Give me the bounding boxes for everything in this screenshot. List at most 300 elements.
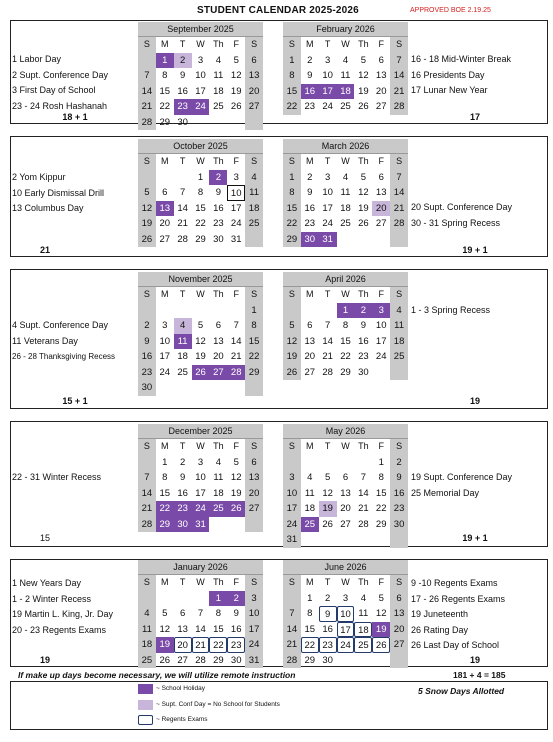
day-cell: 17	[245, 622, 263, 638]
weekday-header: W	[196, 39, 205, 49]
day-cell: 21	[390, 201, 408, 217]
day-cell: 25	[245, 216, 263, 232]
day-cell: 22	[375, 503, 387, 514]
day-cell: 1	[378, 456, 384, 468]
day-cell: 25	[340, 218, 351, 229]
weekday-header: M	[161, 39, 169, 49]
day-cell: 24	[283, 517, 301, 533]
day-cell: 23	[358, 351, 369, 362]
note: 20 - 23 Regents Exams	[12, 624, 107, 635]
weekday-header: S	[283, 439, 301, 455]
weekday-header: S	[283, 37, 301, 53]
weekday-header: T	[179, 441, 186, 451]
note: 26 Rating Day	[411, 624, 469, 635]
weekday-header: W	[341, 156, 350, 166]
day-cell: 18	[354, 622, 372, 638]
day-cell: 1	[245, 303, 263, 319]
day-cell: 4	[342, 54, 349, 66]
day-cell: 5	[233, 54, 239, 66]
day-cell: 27	[245, 99, 263, 115]
day-cell: 5	[360, 54, 366, 66]
day-cell: 5	[138, 185, 156, 201]
empty-cell	[192, 115, 210, 131]
day-cell: 14	[230, 335, 242, 347]
day-cell: 8	[283, 68, 301, 84]
day-cell: 10	[195, 70, 206, 81]
day-cell: 2	[354, 303, 372, 319]
legend-holiday: ~ School Holiday	[156, 685, 205, 692]
weekday-header: Th	[358, 289, 369, 299]
day-cell: 30	[301, 232, 319, 248]
weekday-header: S	[245, 37, 263, 53]
day-cell: 30	[322, 654, 333, 666]
weekday-header: F	[378, 39, 384, 49]
empty-cell	[390, 532, 408, 548]
weekday-header: S	[245, 439, 263, 455]
day-cell: 20	[390, 622, 408, 638]
month-title: November 2025	[138, 272, 263, 287]
day-cell: 4	[390, 303, 408, 319]
weekday-header: S	[138, 439, 156, 455]
day-cell: 24	[337, 637, 355, 653]
empty-cell	[301, 455, 319, 471]
day-cell: 11	[340, 70, 351, 81]
day-cell: 27	[177, 654, 188, 666]
day-cell: 20	[245, 84, 263, 100]
day-cell: 30	[177, 116, 188, 128]
day-cell: 29	[283, 232, 301, 248]
snow-days: 5 Snow Days Allotted	[418, 686, 505, 696]
weekday-header: T	[179, 289, 186, 299]
day-cell: 23	[319, 637, 337, 653]
day-cell: 30	[213, 233, 224, 245]
day-cell: 18	[177, 351, 188, 362]
empty-cell	[283, 303, 301, 319]
day-cell: 13	[340, 487, 351, 499]
weekday-header: S	[390, 37, 408, 53]
day-cell: 16	[230, 623, 242, 635]
total-january: 19	[39, 655, 50, 665]
empty-cell	[227, 380, 245, 396]
day-cell: 23	[213, 218, 224, 229]
weekday-header: S	[245, 287, 263, 303]
empty-cell	[156, 170, 174, 186]
day-cell: 12	[322, 487, 333, 499]
day-cell: 17	[195, 487, 206, 499]
day-cell: 1	[162, 456, 168, 468]
day-cell: 28	[227, 365, 245, 381]
day-cell: 3	[197, 54, 204, 66]
weekday-header: W	[341, 289, 350, 299]
day-cell: 21	[230, 351, 242, 362]
day-cell: 5	[233, 456, 239, 468]
month-title: December 2025	[138, 424, 263, 439]
empty-cell	[138, 170, 156, 186]
day-cell: 26	[358, 218, 369, 229]
day-cell: 25	[177, 366, 188, 378]
day-cell: 24	[322, 101, 333, 112]
month-june-2026	[283, 560, 408, 668]
empty-cell	[354, 653, 372, 669]
makeup-note: If make up days become necessary, we will utilize remote instruction	[18, 670, 296, 680]
empty-cell	[138, 53, 156, 69]
day-cell: 16	[390, 486, 408, 502]
day-cell: 7	[233, 320, 239, 331]
day-cell: 11	[213, 472, 224, 483]
weekday-header: M	[306, 289, 314, 299]
day-cell: 27	[375, 101, 387, 112]
day-cell: 27	[209, 365, 227, 381]
weekday-header: T	[324, 441, 331, 451]
day-cell: 29	[159, 116, 171, 128]
day-cell: 16	[304, 202, 316, 214]
day-cell: 29	[340, 366, 351, 378]
weekday-header: W	[341, 39, 350, 49]
day-cell: 7	[138, 68, 156, 84]
weekday-header: Th	[358, 39, 369, 49]
day-cell: 2	[174, 53, 192, 69]
note: 11 Veterans Day	[12, 335, 78, 346]
row-separator	[10, 123, 548, 137]
day-cell: 10	[159, 335, 171, 347]
day-cell: 22	[340, 351, 351, 362]
day-cell: 3	[324, 54, 331, 66]
day-cell: 11	[358, 608, 369, 619]
note: 16 Presidents Day	[411, 69, 485, 80]
day-cell: 21	[390, 84, 408, 100]
empty-cell	[209, 115, 227, 131]
day-cell: 7	[324, 320, 331, 331]
weekday-header: W	[196, 156, 205, 166]
day-cell: 13	[375, 70, 387, 81]
weekday-header: Th	[213, 577, 224, 587]
day-cell: 17	[283, 501, 301, 517]
day-cell: 23	[174, 99, 192, 115]
day-cell: 14	[322, 335, 333, 347]
empty-cell	[209, 303, 227, 319]
note: 17 - 26 Regents Exams	[411, 593, 506, 604]
note: 10 Early Dismissal Drill	[12, 187, 105, 198]
day-cell: 4	[342, 171, 349, 183]
empty-cell	[337, 653, 355, 669]
day-cell: 15	[195, 202, 206, 214]
empty-cell	[245, 380, 263, 396]
day-cell: 2	[307, 54, 313, 66]
empty-cell	[390, 653, 408, 669]
empty-cell	[138, 303, 156, 319]
day-cell: 17	[230, 202, 242, 214]
note: 1 - 2 Winter Recess	[12, 593, 92, 604]
day-cell: 6	[378, 171, 384, 183]
month-september-2025	[138, 22, 263, 130]
day-cell: 21	[138, 501, 156, 517]
notes-october	[12, 170, 104, 217]
weekday-header: M	[306, 39, 314, 49]
weekday-header: T	[324, 577, 331, 587]
note: 4 Supt. Conference Day	[12, 320, 109, 330]
weekday-header: T	[179, 577, 186, 587]
note: 25 Memorial Day	[411, 487, 480, 498]
weekday-header: T	[179, 39, 186, 49]
day-cell: 20	[245, 486, 263, 502]
day-cell: 14	[138, 486, 156, 502]
day-cell: 12	[283, 334, 301, 350]
day-cell: 24	[230, 218, 242, 229]
weekday-header: F	[378, 289, 384, 299]
note: 26 - 28 Thanksgiving Recess	[12, 352, 116, 361]
day-cell: 20	[159, 218, 171, 229]
empty-cell	[192, 380, 210, 396]
day-cell: 6	[378, 54, 384, 66]
day-cell: 17	[159, 351, 171, 362]
month-title: April 2026	[283, 272, 408, 287]
month-title: January 2026	[138, 560, 263, 575]
day-cell: 13	[156, 201, 174, 217]
weekday-header: T	[324, 156, 331, 166]
day-cell: 22	[245, 349, 263, 365]
day-cell: 20	[375, 85, 387, 97]
day-cell: 24	[322, 218, 333, 229]
note: 22 - 31 Winter Recess	[12, 472, 102, 482]
day-cell: 6	[162, 187, 168, 198]
day-cell: 9	[319, 606, 337, 622]
empty-cell	[156, 303, 174, 319]
day-cell: 10	[322, 70, 333, 81]
day-cell: 9	[138, 334, 156, 350]
note: 16 - 18 Mid-Winter Break	[411, 54, 512, 64]
day-cell: 26	[230, 101, 242, 112]
day-cell: 6	[390, 591, 408, 607]
empty-cell	[319, 303, 337, 319]
day-cell: 16	[358, 335, 369, 347]
day-cell: 17	[195, 85, 206, 97]
day-cell: 29	[213, 654, 224, 666]
empty-cell	[174, 380, 192, 396]
total-december: 15	[39, 533, 50, 543]
empty-cell	[245, 115, 263, 131]
weekday-header: T	[179, 156, 186, 166]
day-cell: 12	[230, 70, 242, 81]
weekday-header: Th	[213, 289, 224, 299]
empty-cell	[372, 232, 390, 248]
day-cell: 20	[213, 351, 224, 362]
day-cell: 14	[195, 623, 206, 635]
day-cell: 23	[227, 637, 245, 653]
day-cell: 31	[192, 517, 210, 533]
weekday-header: S	[245, 154, 263, 170]
day-cell: 24	[192, 99, 210, 115]
day-cell: 30	[138, 380, 156, 396]
day-cell: 2	[227, 591, 245, 607]
day-cell: 11	[304, 487, 315, 499]
empty-cell	[138, 455, 156, 471]
day-cell: 22	[156, 501, 174, 517]
day-cell: 12	[159, 623, 171, 635]
day-cell: 14	[138, 84, 156, 100]
day-cell: 25	[390, 349, 408, 365]
weekday-header: W	[196, 577, 205, 587]
day-cell: 4	[138, 606, 156, 622]
day-cell: 1	[283, 53, 301, 69]
day-cell: 28	[390, 216, 408, 232]
day-cell: 4	[215, 54, 221, 66]
empty-cell	[337, 232, 355, 248]
month-title: February 2026	[283, 22, 408, 37]
weekday-header: F	[378, 577, 384, 587]
day-cell: 20	[174, 637, 192, 653]
notes-january	[12, 576, 113, 638]
total-days: 181 + 4 = 185	[453, 670, 506, 680]
weekday-header: S	[390, 575, 408, 591]
day-cell: 4	[360, 592, 366, 604]
day-cell: 14	[283, 622, 301, 638]
row-separator	[10, 408, 548, 422]
total-october: 21	[39, 245, 50, 255]
weekday-header: S	[283, 575, 301, 591]
month-title: June 2026	[283, 560, 408, 575]
day-cell: 18	[304, 503, 316, 514]
day-cell: 3	[233, 171, 239, 183]
day-cell: 5	[378, 592, 384, 604]
day-cell: 3	[372, 303, 390, 319]
day-cell: 9	[215, 187, 221, 198]
day-cell: 1	[307, 592, 313, 604]
day-cell: 11	[174, 334, 192, 350]
month-title: May 2026	[283, 424, 408, 439]
day-cell: 22	[301, 637, 319, 653]
day-cell: 22	[209, 637, 227, 653]
day-cell: 13	[304, 335, 316, 347]
day-cell: 26	[227, 501, 245, 517]
day-cell: 10	[227, 185, 245, 201]
weekday-header: M	[161, 441, 169, 451]
note: 1 New Years Day	[12, 578, 82, 588]
day-cell: 7	[390, 53, 408, 69]
empty-cell	[390, 365, 408, 381]
day-cell: 7	[197, 608, 204, 619]
notes-september	[12, 52, 108, 114]
note: 19 Supt. Conference Day	[411, 472, 513, 482]
day-cell: 4	[307, 472, 313, 483]
day-cell: 18	[138, 637, 156, 653]
day-cell: 28	[358, 518, 369, 530]
day-cell: 27	[390, 637, 408, 653]
empty-cell	[301, 532, 319, 548]
weekday-header: Th	[358, 156, 369, 166]
regents-swatch	[138, 715, 153, 725]
day-cell: 26	[192, 365, 210, 381]
day-cell: 21	[192, 637, 210, 653]
weekday-header: S	[138, 287, 156, 303]
day-cell: 15	[159, 85, 171, 97]
day-cell: 7	[283, 606, 301, 622]
day-cell: 1	[156, 53, 174, 69]
day-cell: 18	[245, 201, 263, 217]
day-cell: 17	[322, 202, 333, 214]
day-cell: 11	[245, 185, 263, 201]
day-cell: 26	[283, 365, 301, 381]
day-cell: 26	[358, 101, 369, 112]
note: 26 Last Day of School	[411, 640, 500, 650]
note: 1 Labor Day	[12, 54, 62, 64]
day-cell: 13	[213, 335, 224, 347]
note: 19 Juneteenth	[411, 609, 469, 619]
day-cell: 21	[177, 218, 188, 229]
total-november: 15 + 1	[62, 396, 88, 406]
holiday-swatch	[138, 684, 153, 694]
day-cell: 15	[375, 487, 387, 499]
day-cell: 28	[177, 233, 188, 245]
day-cell: 7	[179, 187, 186, 198]
empty-cell	[283, 455, 301, 471]
day-cell: 20	[304, 351, 316, 362]
day-cell: 26	[138, 232, 156, 248]
day-cell: 12	[358, 187, 369, 198]
day-cell: 8	[342, 320, 349, 331]
day-cell: 26	[159, 654, 171, 666]
empty-cell	[354, 532, 372, 548]
empty-cell	[283, 591, 301, 607]
note: 23 - 24 Rosh Hashanah	[12, 100, 108, 111]
day-cell: 8	[197, 187, 204, 198]
day-cell: 2	[209, 170, 227, 186]
day-cell: 15	[304, 623, 316, 635]
day-cell: 30	[390, 517, 408, 533]
day-cell: 19	[138, 216, 156, 232]
day-cell: 20	[340, 503, 351, 514]
notes-december	[12, 470, 101, 486]
day-cell: 12	[358, 70, 369, 81]
day-cell: 25	[301, 517, 319, 533]
day-cell: 4	[215, 456, 221, 468]
day-cell: 26	[372, 637, 390, 653]
day-cell: 19	[230, 85, 242, 97]
day-cell: 11	[138, 622, 156, 638]
day-cell: 15	[245, 334, 263, 350]
weekday-header: F	[378, 441, 384, 451]
day-cell: 31	[319, 232, 337, 248]
note: 30 - 31 Spring Recess	[411, 217, 501, 228]
weekday-header: S	[390, 154, 408, 170]
day-cell: 16	[177, 85, 188, 97]
total-may: 19 + 1	[462, 533, 488, 543]
weekday-header: M	[161, 577, 169, 587]
day-cell: 11	[213, 70, 224, 81]
day-cell: 8	[162, 70, 168, 81]
empty-cell	[174, 303, 192, 319]
empty-cell	[227, 115, 245, 131]
day-cell: 21	[138, 99, 156, 115]
day-cell: 12	[138, 201, 156, 217]
notes-november	[12, 318, 115, 365]
day-cell: 19	[195, 351, 206, 362]
day-cell: 12	[375, 608, 387, 619]
weekday-header: Th	[213, 441, 224, 451]
empty-cell	[227, 517, 245, 533]
weekday-header: F	[233, 289, 239, 299]
weekday-header: W	[196, 441, 205, 451]
empty-cell	[156, 591, 174, 607]
day-cell: 3	[342, 592, 349, 604]
day-cell: 23	[304, 218, 316, 229]
empty-cell	[192, 303, 210, 319]
empty-cell	[319, 455, 337, 471]
day-cell: 12	[195, 335, 206, 347]
day-cell: 19	[358, 85, 369, 97]
day-cell: 19	[156, 637, 174, 653]
total-june: 19	[469, 655, 480, 665]
day-cell: 31	[283, 532, 301, 548]
